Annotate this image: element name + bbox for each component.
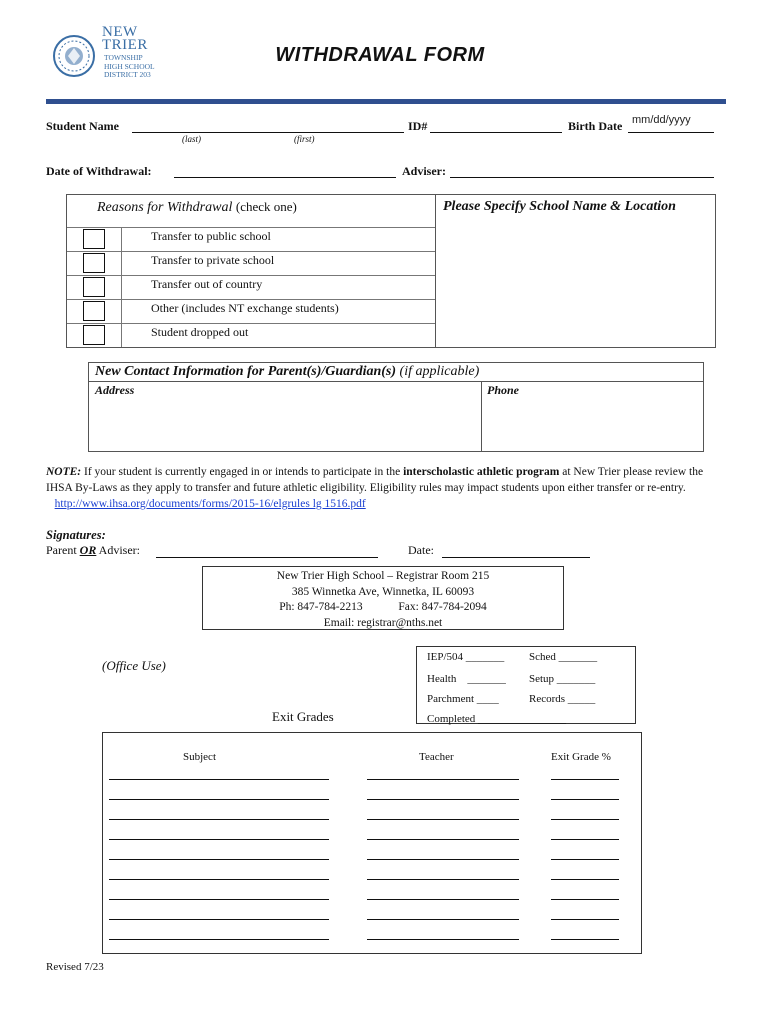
checkbox-column-divider (121, 227, 122, 347)
parent-adviser-signature (46, 543, 140, 558)
contact-column-divider (481, 381, 482, 451)
sig-adviser-label: Adviser: (98, 543, 140, 557)
office-setup: Setup _______ (529, 673, 596, 685)
option-dropped-out: Student dropped out (151, 325, 249, 339)
row-divider (67, 323, 435, 324)
checkbox-private-school[interactable] (83, 253, 105, 273)
registrar-phone-fax (203, 600, 563, 616)
office-completed: Completed ________________ (427, 713, 567, 725)
teacher-header: Teacher (419, 751, 454, 763)
subject-field[interactable] (109, 859, 329, 860)
logo-word-township: TOWNSHIP (104, 53, 143, 62)
checkbox-other[interactable] (83, 301, 105, 321)
reasons-divider (435, 195, 436, 347)
subject-field[interactable] (109, 779, 329, 780)
subject-field[interactable] (109, 879, 329, 880)
birth-date-field[interactable] (628, 114, 714, 133)
teacher-field[interactable] (367, 879, 519, 880)
note-label: NOTE: (46, 466, 82, 478)
phone-label: Phone (487, 383, 520, 397)
teacher-field[interactable] (367, 939, 519, 940)
birth-date-placeholder: mm/dd/yyyy (632, 114, 691, 126)
or-label: OR (79, 543, 97, 557)
subject-field[interactable] (109, 799, 329, 800)
note-text-2: at New Trier please review the IHSA By-Laws as they apply to transfer and future athletic eligibility. Eligibility rules may impact students upon either transfer or re-entry. (46, 466, 704, 494)
row-divider (67, 275, 435, 276)
row-divider (67, 299, 435, 300)
option-out-of-country: Transfer out of country (151, 277, 263, 291)
reasons-title: Reasons for Withdrawal (97, 200, 233, 215)
ihsa-link[interactable]: http://www.ihsa.org/documents/forms/2015-16/elgrules lg 1516.pdf (54, 498, 366, 510)
office-use-label: (Office Use) (102, 658, 166, 673)
teacher-field[interactable] (367, 839, 519, 840)
registrar-contact-box (202, 566, 564, 630)
address-field[interactable] (91, 399, 477, 447)
registrar-fax: Fax: 847-784-2094 (398, 601, 487, 613)
grade-field[interactable] (551, 859, 619, 860)
adviser-field[interactable] (450, 165, 714, 178)
note-text-1: If your student is currently engaged in or intends to participate in the (84, 466, 401, 478)
withdrawal-date-label: Date of Withdrawal: (46, 164, 152, 178)
adviser-label: Adviser: (402, 164, 446, 178)
teacher-field[interactable] (367, 819, 519, 820)
option-private-school: Transfer to private school (151, 253, 275, 267)
subject-field[interactable] (109, 839, 329, 840)
option-public-school: Transfer to public school (151, 229, 271, 243)
row-divider (67, 227, 435, 228)
athletic-note (46, 464, 726, 512)
reasons-table (66, 194, 716, 348)
school-logo (50, 26, 170, 88)
contact-info-box (88, 362, 704, 452)
office-health: Health _______ (427, 673, 506, 685)
teacher-field[interactable] (367, 899, 519, 900)
school-location-field[interactable] (439, 229, 711, 343)
exit-grades-table (102, 732, 642, 954)
office-parchment: Parchment ____ (427, 693, 499, 705)
subject-field[interactable] (109, 899, 329, 900)
address-label: Address (95, 383, 135, 397)
student-id-field[interactable] (430, 120, 562, 133)
teacher-field[interactable] (367, 799, 519, 800)
note-bold: interscholastic athletic program (403, 466, 560, 478)
revised-note: Revised 7/23 (46, 961, 104, 973)
registrar-line-1: New Trier High School – Registrar Room 215 (276, 570, 490, 582)
signatures-title: Signatures: (46, 528, 106, 542)
reasons-title-note: (check one) (235, 199, 297, 214)
checkbox-out-of-country[interactable] (83, 277, 105, 297)
registrar-phone: Ph: 847-784-2213 (279, 601, 363, 613)
school-location-header: Please Specify School Name & Location (443, 199, 676, 214)
grade-field[interactable] (551, 799, 619, 800)
registrar-email: Email: registrar@nths.net (323, 616, 443, 629)
subject-field[interactable] (109, 919, 329, 920)
office-records: Records _____ (529, 693, 596, 705)
office-use-box (416, 646, 636, 724)
contact-title-note: (if applicable) (399, 364, 480, 379)
logo-word-trier: TRIER (102, 37, 148, 53)
office-iep: IEP/504 _______ (427, 651, 505, 663)
first-name-hint: (first) (294, 134, 315, 144)
teacher-field[interactable] (367, 919, 519, 920)
phone-field[interactable] (485, 399, 699, 447)
option-other: Other (includes NT exchange students) (151, 301, 339, 315)
birth-date-label: Birth Date (568, 119, 623, 133)
grade-field[interactable] (551, 939, 619, 940)
logo-word-high-school: HIGH SCHOOL (104, 61, 155, 71)
logo-word-new: NEW (102, 24, 138, 40)
grade-field[interactable] (551, 819, 619, 820)
header-rule (46, 99, 726, 104)
grade-field[interactable] (551, 919, 619, 920)
registrar-line-2: 385 Winnetka Ave, Winnetka, IL 60093 (291, 585, 475, 598)
teacher-field[interactable] (367, 859, 519, 860)
parent-label: Parent (46, 543, 77, 557)
subject-field[interactable] (109, 939, 329, 940)
exit-grades-title: Exit Grades (272, 709, 334, 724)
contact-title: New Contact Information for Parent(s)/Guardian(s) (95, 364, 397, 379)
checkbox-dropped-out[interactable] (83, 325, 105, 345)
row-divider (67, 251, 435, 252)
subject-header: Subject (183, 751, 216, 763)
grade-field[interactable] (551, 839, 619, 840)
contact-header (95, 364, 479, 380)
grade-field[interactable] (551, 879, 619, 880)
signature-field[interactable] (156, 545, 378, 558)
grade-field[interactable] (551, 899, 619, 900)
form-title: WITHDRAWAL FORM (275, 44, 485, 66)
checkbox-public-school[interactable] (83, 229, 105, 249)
student-name-label: Student Name (46, 119, 120, 133)
office-sched: Sched _______ (529, 651, 598, 663)
teacher-field[interactable] (367, 779, 519, 780)
reasons-header (97, 199, 297, 216)
last-name-hint: (last) (182, 134, 201, 144)
student-id-label: ID# (408, 119, 428, 133)
sig-date-label: Date: (408, 543, 434, 557)
withdrawal-date-field[interactable] (174, 165, 396, 178)
signature-date-field[interactable] (442, 545, 590, 558)
contact-header-divider (89, 381, 703, 382)
student-name-field[interactable] (132, 120, 404, 133)
grade-field[interactable] (551, 779, 619, 780)
grade-header: Exit Grade % (551, 751, 611, 763)
logo-word-district: DISTRICT 203 (104, 70, 151, 79)
subject-field[interactable] (109, 819, 329, 820)
